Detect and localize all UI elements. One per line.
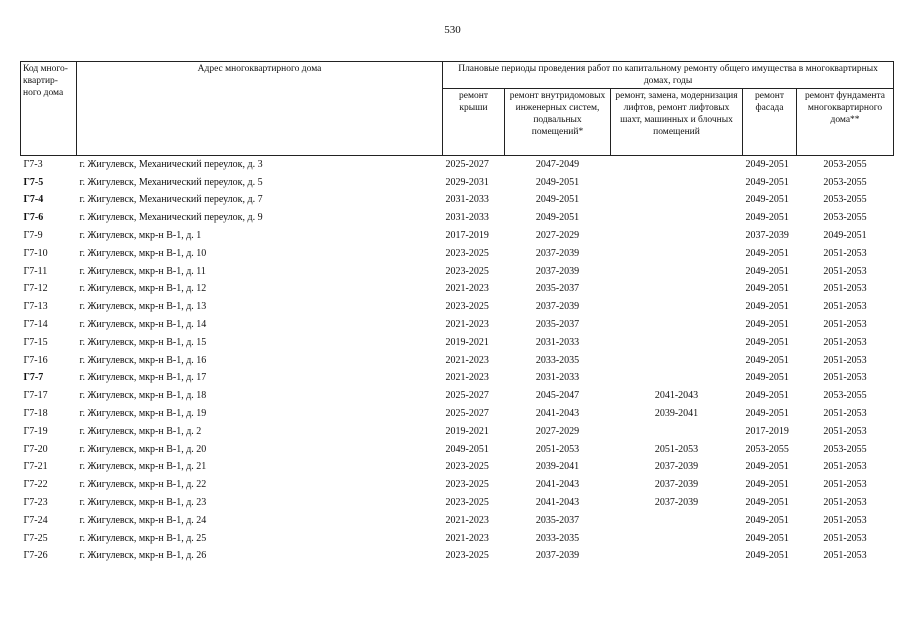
- cell-code: Г7-19: [23, 425, 48, 437]
- cell-elevators: [611, 370, 743, 388]
- table-row: [21, 459, 894, 477]
- cell-code: Г7-23: [23, 497, 48, 509]
- cell-foundation: 2053-2055: [823, 212, 867, 224]
- cell-address: г. Жигулевск, мкр-н В-1, д. 15: [79, 336, 207, 348]
- cell-address: г. Жигулевск, мкр-н В-1, д. 18: [79, 390, 207, 402]
- cell-foundation: 2051-2053: [823, 497, 867, 509]
- cell-code: Г7-24: [23, 514, 48, 526]
- cell-facade: 2049-2051: [745, 158, 789, 170]
- cell-elevators: [611, 209, 743, 227]
- cell-address: г. Жигулевск, мкр-н В-1, д. 19: [79, 408, 207, 420]
- cell-roof: 2021-2023: [445, 372, 489, 384]
- cell-code: Г7-14: [23, 319, 48, 331]
- cell-elevators: [611, 530, 743, 548]
- cell-elevators: [611, 423, 743, 441]
- cell-roof: 2023-2025: [445, 247, 489, 259]
- cell-address: г. Жигулевск, Механический переулок, д. 7: [79, 194, 263, 206]
- cell-code: Г7-3: [23, 158, 43, 170]
- cell-facade: 2049-2051: [745, 390, 789, 402]
- table-row: [21, 281, 894, 299]
- table-row: [21, 512, 894, 530]
- cell-code: Г7-12: [23, 283, 48, 295]
- cell-facade: 2049-2051: [745, 532, 789, 544]
- cell-address: г. Жигулевск, мкр-н В-1, д. 20: [79, 443, 207, 455]
- cell-address: г. Жигулевск, мкр-н В-1, д. 1: [79, 230, 202, 242]
- cell-roof: 2049-2051: [445, 443, 489, 455]
- cell-address: г. Жигулевск, мкр-н В-1, д. 2: [79, 425, 202, 437]
- cell-internal-systems: 2031-2033: [535, 372, 580, 384]
- cell-internal-systems: 2039-2041: [535, 461, 580, 473]
- table-row: [21, 298, 894, 316]
- cell-code: Г7-25: [23, 532, 48, 544]
- cell-internal-systems: 2041-2043: [535, 497, 580, 509]
- cell-foundation: 2051-2053: [823, 283, 867, 295]
- cell-roof: 2023-2025: [445, 497, 489, 509]
- cell-roof: 2021-2023: [445, 354, 489, 366]
- header-roof: ремонт крыши: [443, 89, 505, 156]
- table-row: [21, 156, 894, 174]
- cell-address: г. Жигулевск, мкр-н В-1, д. 10: [79, 247, 207, 259]
- table-row: [21, 387, 894, 405]
- cell-internal-systems: 2035-2037: [535, 319, 580, 331]
- cell-code: Г7-13: [23, 301, 48, 313]
- cell-facade: 2049-2051: [745, 408, 789, 420]
- cell-foundation: 2051-2053: [823, 319, 867, 331]
- cell-internal-systems: 2035-2037: [535, 283, 580, 295]
- cell-internal-systems: 2033-2035: [535, 532, 580, 544]
- cell-foundation: 2051-2053: [823, 301, 867, 313]
- cell-facade: 2017-2019: [745, 425, 789, 437]
- cell-elevators: [611, 263, 743, 281]
- cell-foundation: 2053-2055: [823, 176, 867, 188]
- cell-facade: 2037-2039: [745, 230, 789, 242]
- cell-roof: 2031-2033: [445, 212, 489, 224]
- table-row: [21, 423, 894, 441]
- cell-code: Г7-4: [23, 194, 44, 206]
- cell-roof: 2021-2023: [445, 514, 489, 526]
- table-row: [21, 334, 894, 352]
- cell-elevators: 2037-2039: [654, 479, 699, 491]
- cell-roof: 2023-2025: [445, 461, 489, 473]
- cell-foundation: 2051-2053: [823, 354, 867, 366]
- cell-facade: 2049-2051: [745, 354, 789, 366]
- cell-elevators: [611, 512, 743, 530]
- cell-elevators: 2037-2039: [654, 497, 699, 509]
- cell-code: Г7-11: [23, 265, 48, 277]
- cell-roof: 2019-2021: [445, 425, 489, 437]
- cell-facade: 2049-2051: [745, 550, 789, 562]
- table-row: [21, 494, 894, 512]
- cell-internal-systems: 2041-2043: [535, 408, 580, 420]
- header-code: Код много-квартир-ного дома: [21, 62, 77, 156]
- table-row: [21, 192, 894, 210]
- cell-foundation: 2053-2055: [823, 158, 867, 170]
- cell-internal-systems: 2045-2047: [535, 390, 580, 402]
- cell-foundation: 2051-2053: [823, 336, 867, 348]
- cell-elevators: 2051-2053: [654, 443, 699, 455]
- cell-internal-systems: 2047-2049: [535, 158, 580, 170]
- cell-elevators: [611, 192, 743, 210]
- cell-facade: 2049-2051: [745, 319, 789, 331]
- cell-facade: 2049-2051: [745, 247, 789, 259]
- cell-elevators: [611, 281, 743, 299]
- cell-internal-systems: 2049-2051: [535, 212, 580, 224]
- cell-roof: 2021-2023: [445, 532, 489, 544]
- cell-facade: 2049-2051: [745, 265, 789, 277]
- cell-internal-systems: 2037-2039: [535, 265, 580, 277]
- header-facade: ремонт фасада: [743, 89, 797, 156]
- cell-address: г. Жигулевск, мкр-н В-1, д. 12: [79, 283, 207, 295]
- cell-address: г. Жигулевск, мкр-н В-1, д. 17: [79, 372, 207, 384]
- cell-internal-systems: 2049-2051: [535, 176, 580, 188]
- cell-elevators: [611, 352, 743, 370]
- cell-address: г. Жигулевск, мкр-н В-1, д. 13: [79, 301, 207, 313]
- cell-internal-systems: 2049-2051: [535, 194, 580, 206]
- cell-address: г. Жигулевск, мкр-н В-1, д. 22: [79, 479, 207, 491]
- cell-roof: 2025-2027: [445, 408, 489, 420]
- cell-roof: 2023-2025: [445, 550, 489, 562]
- cell-address: г. Жигулевск, Механический переулок, д. 3: [79, 158, 263, 170]
- cell-roof: 2031-2033: [445, 194, 489, 206]
- cell-internal-systems: 2037-2039: [535, 301, 580, 313]
- cell-facade: 2049-2051: [745, 176, 789, 188]
- cell-code: Г7-9: [23, 230, 43, 242]
- cell-foundation: 2053-2055: [823, 194, 867, 206]
- table-header: [21, 62, 894, 156]
- cell-roof: 2025-2027: [445, 390, 489, 402]
- cell-foundation: 2051-2053: [823, 550, 867, 562]
- cell-roof: 2017-2019: [445, 230, 489, 242]
- cell-roof: 2019-2021: [445, 336, 489, 348]
- cell-internal-systems: 2035-2037: [535, 514, 580, 526]
- header-internal-systems: ремонт внутридомовых инженерных систем, подвальных помещений*: [505, 89, 611, 156]
- cell-elevators: [611, 245, 743, 263]
- cell-facade: 2049-2051: [745, 497, 789, 509]
- cell-internal-systems: 2027-2029: [535, 230, 580, 242]
- cell-code: Г7-20: [23, 443, 48, 455]
- table-body: [21, 156, 894, 566]
- cell-facade: 2049-2051: [745, 514, 789, 526]
- table-row: [21, 209, 894, 227]
- table-row: [21, 476, 894, 494]
- cell-roof: 2023-2025: [445, 265, 489, 277]
- cell-internal-systems: 2027-2029: [535, 425, 580, 437]
- cell-address: г. Жигулевск, мкр-н В-1, д. 24: [79, 514, 207, 526]
- cell-roof: 2021-2023: [445, 319, 489, 331]
- cell-elevators: 2041-2043: [654, 390, 699, 402]
- cell-code: Г7-17: [23, 390, 48, 402]
- table-row: [21, 530, 894, 548]
- table-row: [21, 548, 894, 566]
- cell-foundation: 2053-2055: [823, 443, 867, 455]
- cell-address: г. Жигулевск, Механический переулок, д. 9: [79, 212, 263, 224]
- table-row: [21, 227, 894, 245]
- table-row: [21, 174, 894, 192]
- cell-elevators: 2039-2041: [654, 408, 699, 420]
- cell-roof: 2023-2025: [445, 301, 489, 313]
- cell-foundation: 2051-2053: [823, 514, 867, 526]
- cell-elevators: [611, 334, 743, 352]
- cell-code: Г7-18: [23, 408, 48, 420]
- header-foundation: ремонт фундамента многоквартирного дома**: [797, 89, 894, 156]
- table-row: [21, 352, 894, 370]
- cell-elevators: [611, 316, 743, 334]
- table-row: [21, 405, 894, 423]
- cell-address: г. Жигулевск, мкр-н В-1, д. 25: [79, 532, 207, 544]
- cell-code: Г7-10: [23, 247, 48, 259]
- cell-code: Г7-5: [23, 176, 44, 188]
- header-address: Адрес многоквартирного дома: [77, 62, 443, 156]
- cell-code: Г7-6: [23, 212, 44, 224]
- cell-facade: 2049-2051: [745, 283, 789, 295]
- table-row: [21, 370, 894, 388]
- cell-facade: 2049-2051: [745, 301, 789, 313]
- cell-internal-systems: 2037-2039: [535, 550, 580, 562]
- cell-address: г. Жигулевск, мкр-н В-1, д. 26: [79, 550, 207, 562]
- table-row: [21, 245, 894, 263]
- cell-internal-systems: 2041-2043: [535, 479, 580, 491]
- cell-roof: 2029-2031: [445, 176, 489, 188]
- cell-foundation: 2051-2053: [823, 372, 867, 384]
- header-elevators: ремонт, замена, модернизация лифтов, ремонт лифтовых шахт, машинных и блочных помещений: [611, 89, 743, 156]
- cell-internal-systems: 2051-2053: [535, 443, 580, 455]
- cell-facade: 2049-2051: [745, 212, 789, 224]
- cell-facade: 2049-2051: [745, 461, 789, 473]
- table-row: [21, 441, 894, 459]
- cell-foundation: 2053-2055: [823, 390, 867, 402]
- capital-repair-table: [20, 61, 894, 565]
- cell-elevators: [611, 156, 743, 174]
- cell-foundation: 2051-2053: [823, 461, 867, 473]
- cell-foundation: 2051-2053: [823, 479, 867, 491]
- cell-internal-systems: 2037-2039: [535, 247, 580, 259]
- cell-foundation: 2049-2051: [823, 230, 867, 242]
- cell-address: г. Жигулевск, мкр-н В-1, д. 16: [79, 354, 207, 366]
- cell-foundation: 2051-2053: [823, 532, 867, 544]
- cell-facade: 2049-2051: [745, 336, 789, 348]
- cell-code: Г7-16: [23, 354, 48, 366]
- cell-code: Г7-7: [23, 372, 44, 384]
- cell-foundation: 2051-2053: [823, 425, 867, 437]
- cell-address: г. Жигулевск, мкр-н В-1, д. 21: [79, 461, 207, 473]
- cell-elevators: [611, 298, 743, 316]
- cell-code: Г7-26: [23, 550, 48, 562]
- page-number: 530: [444, 24, 461, 36]
- cell-elevators: [611, 174, 743, 192]
- cell-facade: 2049-2051: [745, 372, 789, 384]
- cell-roof: 2023-2025: [445, 479, 489, 491]
- table-row: [21, 316, 894, 334]
- cell-address: г. Жигулевск, мкр-н В-1, д. 11: [79, 265, 206, 277]
- cell-internal-systems: 2033-2035: [535, 354, 580, 366]
- cell-foundation: 2051-2053: [823, 247, 867, 259]
- table-row: [21, 263, 894, 281]
- cell-code: Г7-21: [23, 461, 48, 473]
- cell-foundation: 2051-2053: [823, 408, 867, 420]
- cell-facade: 2049-2051: [745, 194, 789, 206]
- cell-address: г. Жигулевск, мкр-н В-1, д. 23: [79, 497, 207, 509]
- cell-roof: 2025-2027: [445, 158, 489, 170]
- cell-internal-systems: 2031-2033: [535, 336, 580, 348]
- cell-address: г. Жигулевск, Механический переулок, д. 5: [79, 176, 263, 188]
- cell-facade: 2053-2055: [745, 443, 789, 455]
- cell-elevators: [611, 227, 743, 245]
- cell-facade: 2049-2051: [745, 479, 789, 491]
- cell-code: Г7-22: [23, 479, 48, 491]
- cell-foundation: 2051-2053: [823, 265, 867, 277]
- cell-elevators: 2037-2039: [654, 461, 699, 473]
- cell-roof: 2021-2023: [445, 283, 489, 295]
- cell-address: г. Жигулевск, мкр-н В-1, д. 14: [79, 319, 207, 331]
- header-periods: Плановые периоды проведения работ по капитальному ремонту общего имущества в многоквартирных домах, годы: [443, 62, 894, 89]
- cell-code: Г7-15: [23, 336, 48, 348]
- cell-elevators: [611, 548, 743, 566]
